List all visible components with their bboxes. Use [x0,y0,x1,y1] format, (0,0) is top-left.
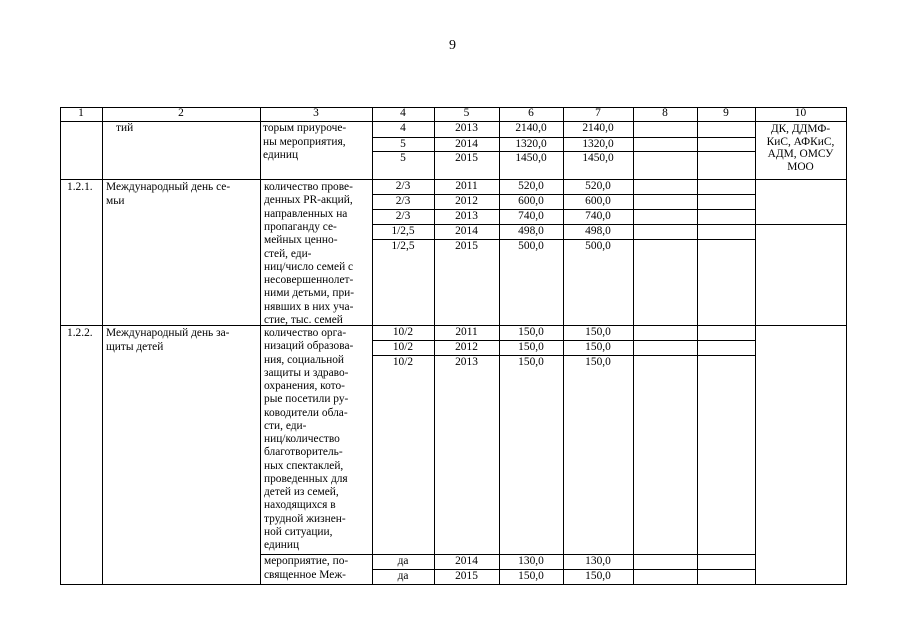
year: 2012 [455,195,478,207]
target-value: 2/3 [395,210,411,222]
amount-source: 600,0 [585,195,611,207]
indicator-text: охранения, кото- [264,380,345,392]
amount-source: 500,0 [585,240,611,252]
indicator-text: ними детьми, при- [264,287,355,300]
executors-text: МОО [787,160,814,173]
indicator-text: стие, тыс. семей [264,314,343,326]
indicator-text: ния, социальной [264,353,344,366]
indicator-text: несовершеннолет- [264,274,354,287]
indicator-text: находящихся в [264,499,336,512]
indicator-text: ны мероприятия, [263,135,346,148]
column-header-2: 2 [178,107,184,119]
indicator-text: количество орга- [264,327,347,339]
indicator-text: сти, еди- [264,419,307,432]
amount-planned: 498,0 [518,225,544,237]
column-header-7: 7 [595,107,601,119]
amount-source: 150,0 [585,341,611,353]
indicator-text: рые посетили ру- [264,393,349,406]
target-value: 10/2 [392,326,414,338]
indicator-text: детей из семей, [264,486,339,498]
column-header-1: 1 [78,107,84,119]
target-value: 2/3 [395,195,411,207]
year: 2014 [455,555,478,567]
indicator-text: проведенных для [264,472,348,485]
indicator-text: стей, еди- [264,247,312,260]
indicator-text: пропаганду се- [264,220,337,233]
amount-source: 1320,0 [582,138,614,150]
amount-source: 130,0 [585,555,611,567]
year: 2011 [455,326,478,338]
indicator-text: ниц/количество [264,433,340,445]
amount-planned: 150,0 [518,326,544,338]
year: 2012 [455,341,478,353]
amount-source: 2140,0 [582,122,614,134]
indicator-text: нявших в них уча- [264,300,354,313]
column-header-5: 5 [463,107,470,119]
indicator-text: ной ситуации, [264,525,333,538]
amount-source: 498,0 [585,225,611,237]
indicator-text: торым приуроче- [263,122,347,134]
indicator-text: направленных на [264,207,348,220]
indicator-text: ководители обла- [264,406,348,419]
year: 2015 [455,570,478,582]
target-value: 1/2,5 [391,225,415,237]
executor-separator [755,224,847,225]
indicator-text: единиц [263,149,299,161]
target-value: 10/2 [392,356,414,368]
amount-planned: 520,0 [518,180,544,192]
target-value: 5 [400,138,406,150]
event-name-text: тий [116,122,134,134]
year: 2013 [455,210,478,222]
target-value: 5 [400,152,406,164]
event-name-text: Международный день се- [106,181,231,193]
indicator-text: защиты и здраво- [264,366,349,379]
column-header-4: 4 [400,107,406,119]
executors-text: АДМ, ОМСУ [767,148,834,160]
amount-planned: 150,0 [518,570,544,582]
amount-source: 150,0 [585,326,611,338]
indicator-text: ниц/число семей с [264,260,354,273]
indicator-text: единиц [264,539,300,551]
item-number: 1.2.1. [67,181,93,193]
year: 2011 [455,180,478,192]
year: 2014 [455,138,478,150]
amount-planned: 2140,0 [515,122,547,134]
amount-planned: 1450,0 [515,152,547,164]
target-value: да [397,570,409,582]
indicator-text: священное Меж- [264,568,346,581]
year: 2015 [455,240,478,252]
target-value: 4 [400,122,406,134]
amount-planned: 130,0 [518,555,544,567]
amount-planned: 600,0 [518,195,544,207]
executors-text: КиС, АФКиС, [766,135,835,148]
target-value: 10/2 [392,341,414,353]
indicator-text: денных PR-акций, [264,194,353,207]
year: 2013 [455,356,478,368]
amount-source: 740,0 [585,210,611,222]
event-name-text: мьи [106,194,125,207]
amount-source: 520,0 [585,180,611,192]
page-number: 9 [449,38,456,53]
table-bottom-border [60,584,847,585]
column-header-6: 6 [528,107,534,119]
target-value: 2/3 [395,180,411,192]
amount-source: 150,0 [585,570,611,582]
year: 2014 [455,225,478,237]
amount-source: 150,0 [585,356,611,368]
indicator-text: мейных ценно- [264,234,338,247]
indicator-text: благотворитель- [264,446,343,459]
event-name-text: щиты детей [106,340,164,353]
indicator-text: мероприятие, по- [264,555,349,567]
indicator-text: низаций образова- [264,340,354,353]
amount-source: 1450,0 [582,152,614,164]
amount-planned: 150,0 [518,341,544,353]
amount-planned: 500,0 [518,240,544,252]
year: 2015 [455,152,478,164]
amount-planned: 740,0 [518,210,544,222]
executors-text: ДК, ДДМФ- [770,123,831,135]
column-header-3: 3 [313,107,319,119]
column-header-10: 10 [794,107,807,119]
year: 2013 [455,122,478,134]
target-value: да [397,555,409,567]
event-name-text: Международный день за- [106,327,230,339]
indicator-text: трудной жизнен- [264,512,346,525]
target-value: 1/2,5 [391,240,415,252]
column-header-9: 9 [723,107,729,119]
amount-planned: 150,0 [518,356,544,368]
column-header-8: 8 [662,107,668,119]
amount-planned: 1320,0 [515,138,547,150]
indicator-text: количество прове- [264,181,353,193]
indicator-text: ных спектаклей, [264,459,344,472]
item-number: 1.2.2. [67,327,93,339]
